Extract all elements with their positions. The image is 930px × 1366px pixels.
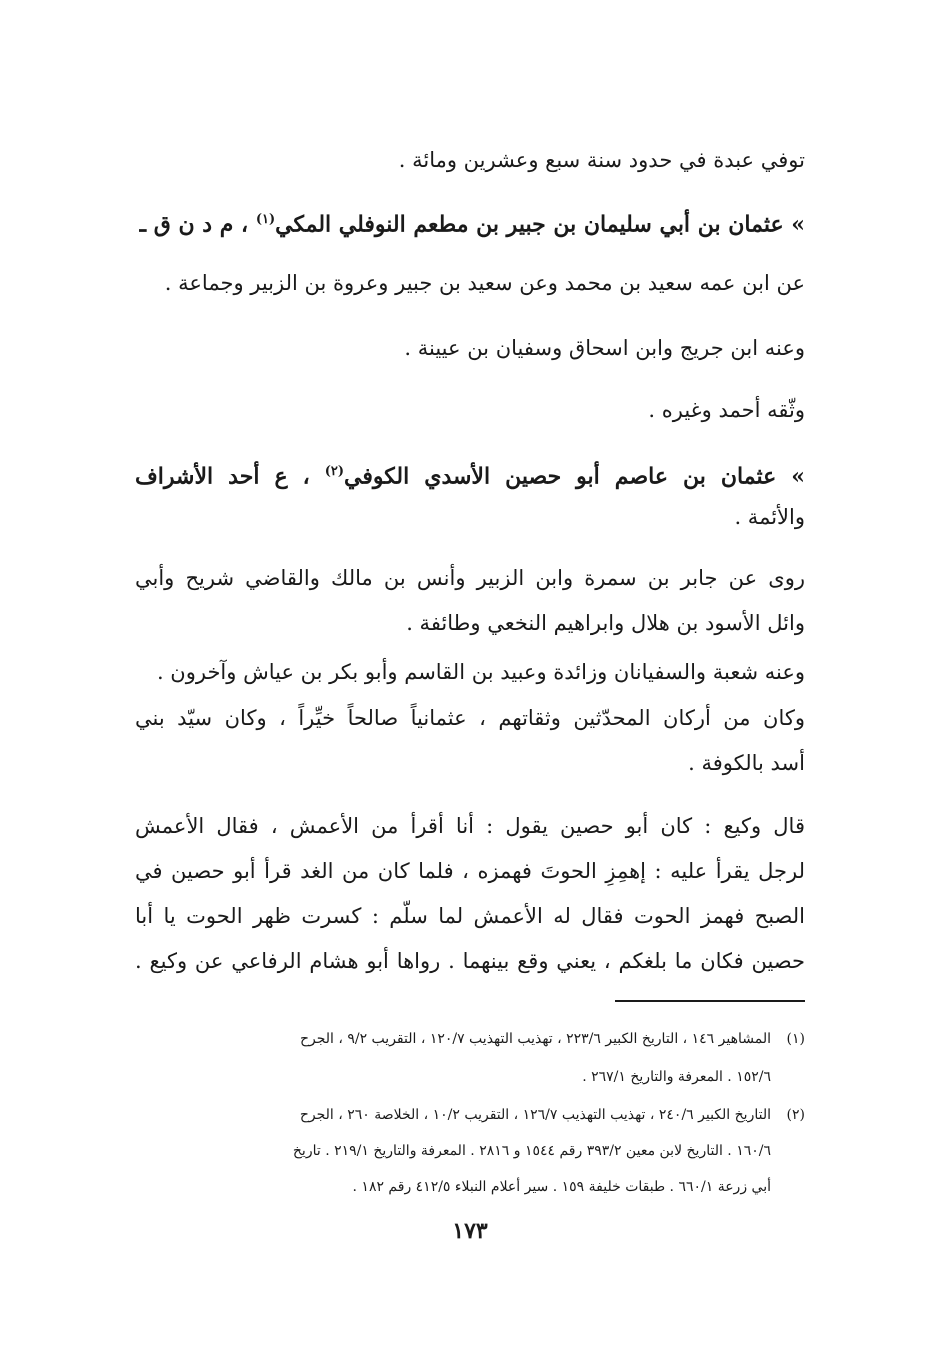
footnote-text: المشاهير ١٤٦ ، التاريخ الكبير ٢٢٣/٦ ، تهذيب التهذيب ١٢٠/٧ ، التقريب ٩/٢ ، الجرح — [299, 1031, 771, 1047]
footnote-text: ١٦٠/٦ . التاريخ لابن معين ٣٩٣/٢ رقم ١٥٤٤ و ٢٨١٦ . المعرفة والتاريخ ٢١٩/١ . تاريخ — [292, 1143, 771, 1159]
footnote-separator — [615, 1000, 805, 1002]
book-page — [135, 0, 805, 1366]
text-line: أسد بالكوفة . — [688, 751, 805, 775]
footnote-1 — [135, 1028, 805, 1050]
text-line: والأئمة . — [734, 505, 805, 529]
entry-heading-uthman-ibn-asim — [135, 457, 805, 491]
footnote-text: أبي زرعة ٦٦٠/١ . طبقات خليفة ١٥٩ . سير أعلام النبلاء ٤١٢/٥ رقم ١٨٢ . — [352, 1179, 771, 1195]
entry-heading-uthman-ibn-abi-sulayman — [135, 205, 805, 239]
text-line: روى عن جابر بن سمرة وابن الزبير وأنس بن مالك والقاضي شريح وأبي — [135, 566, 805, 590]
footnote-text: التاريخ الكبير ٢٤٠/٦ ، تهذيب التهذيب ١٢٦/٧ ، التقريب ١٠/٢ ، الخلاصة ٢٦٠ ، الجرح — [299, 1107, 771, 1123]
text-line: عن ابن عمه سعيد بن محمد وعن سعيد بن جبير وعروة بن الزبير وجماعة . — [164, 271, 805, 295]
footnote-number: (٢) — [786, 1107, 805, 1123]
text-line: الصبح فهمز الحوت فقال له الأعمش لما سلّم : كسرت ظهر الحوت يا أبا — [135, 904, 805, 928]
entry-name: » عثمان بن أبي سليمان بن جبير بن مطعم النوفلي المكي — [275, 211, 805, 238]
footnote-number: (١) — [786, 1031, 805, 1047]
entry-tail: ، م د ن ق ـ — [139, 211, 256, 238]
text-line: وكان من أركان المحدّثين وثقاتهم ، عثمانياً صالحاً خيِّراً ، وكان سيّد بني — [135, 706, 805, 730]
footnote-ref: (٢) — [324, 464, 345, 479]
text-line: وائل الأسود بن هلال وابراهيم النخعي وطائفة . — [406, 611, 805, 635]
footnote-2-continuation — [135, 1140, 805, 1162]
text-line: حصين فكان ما بلغكم ، يعني وقع بينهما . رواها أبو هشام الرفاعي عن وكيع . — [135, 949, 805, 973]
footnote-ref: (١) — [255, 212, 276, 227]
page-number: ١٧٣ — [452, 1218, 488, 1244]
footnote-1-continuation — [135, 1066, 805, 1088]
footnote-2 — [135, 1104, 805, 1126]
text-line: توفي عبدة في حدود سنة سبع وعشرين ومائة . — [398, 148, 805, 172]
footnote-text: ١٥٢/٦ . المعرفة والتاريخ ٢٦٧/١ . — [582, 1069, 771, 1085]
text-line: وعنه ابن جريج وابن اسحاق وسفيان بن عيينة . — [404, 336, 805, 360]
entry-tail: ، ع أحد الأشراف — [135, 463, 325, 490]
footnote-2-continuation — [135, 1176, 805, 1198]
text-line: قال وكيع : كان أبو حصين يقول : أنا أقرأ من الأعمش ، فقال الأعمش — [135, 814, 805, 838]
text-line: لرجل يقرأ عليه : إهمِزِ الحوتَ فهمزه ، فلما كان من الغد قرأ أبو حصين في — [135, 859, 805, 883]
text-line: وثّقه أحمد وغيره . — [648, 398, 805, 422]
entry-name: » عثمان بن عاصم أبو حصين الأسدي الكوفي — [344, 463, 805, 490]
text-line: وعنه شعبة والسفيانان وزائدة وعبيد بن القاسم وأبو بكر بن عياش وآخرون . — [156, 660, 805, 684]
